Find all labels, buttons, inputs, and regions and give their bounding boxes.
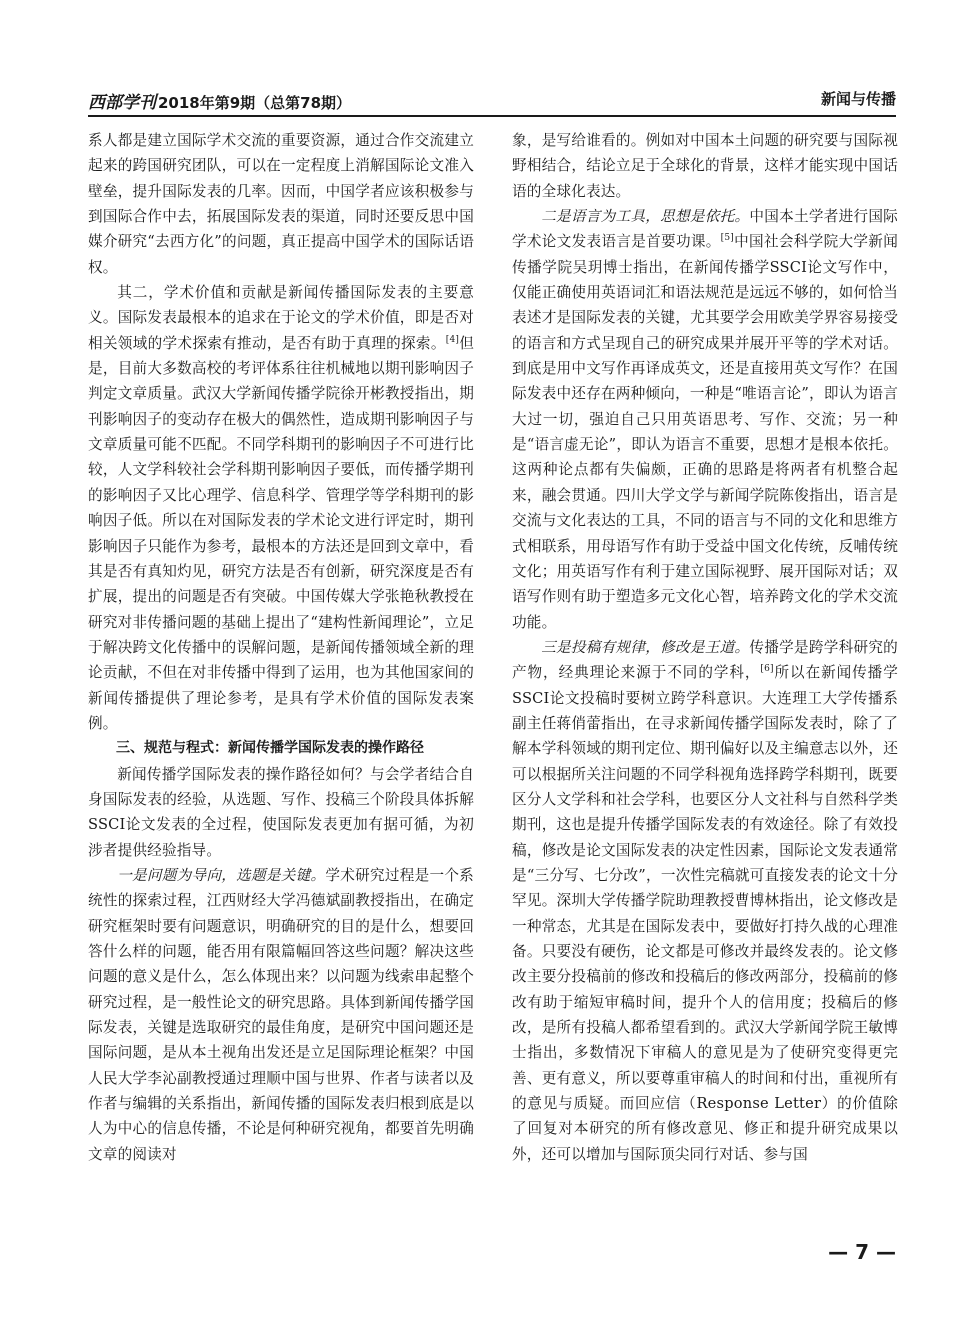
citation-ref: [4]	[445, 334, 460, 345]
paragraph-text: 中国社会科学院大学新闻传播学院吴玥博士指出，在新闻传播学SSCI论文写作中，仅能正确使用英语词汇和语法规范是远远不够的，如何恰当表述才是国际发表的关键，尤其要学会用欧美学界容易接受的语言和方式呈现自己的研究成果并展开平等的学术对话。到底是用中文写作再译成英文，还是直接用英文写作？在国际发表中还存在两种倾向，一种是“唯语言论”，即认为语言大过一切，强迫自己只用英语思考、写作、交流；另一种是“语言虚无论”，即认为语言不重要，思想才是根本依托。这两种论点都有失偏颇，正确的思路是将两者有机整合起来，融会贯通。四川大学文学与新闻学院陈俊指出，语言是交流与文化表达的工具，不同的语言与不同的文化和思维方式相联系，用母语写作有助于受益中国文化传统，反哺传统文化；用英语写作有利于建立国际视野、展开国际对话；双语写作则有助于塑造多元文化心智，培养跨文化的学术交流功能。	[512, 233, 898, 631]
page-number: — 7 —	[828, 1240, 896, 1264]
page-header	[88, 84, 896, 114]
paragraph	[512, 635, 898, 1167]
paragraph	[88, 863, 474, 1167]
paragraph-text: 学术研究过程是一个系统性的探索过程，江西财经大学冯德斌副教授指出，在确定研究框架时要有问题意识，明确研究的目的是什么，想要回答什么样的问题，能否用有限篇幅回答这些问题？解决这些问题的意义是什么，怎么体现出来？以问题为线索串起整个研究过程，是一般性论文的研究思路。具体到新闻传播学国际发表，关键是选取研究的最佳角度，是研究中国问题还是国际问题，是从本土视角出发还是立足国际理论框架？中国人民大学李沁副教授通过理顺中国与世界、作者与读者以及作者与编辑的关系指出，新闻传播的国际发表归根到底是以人为中心的信息传播，不论是何种研究视角，都要首先明确文章的阅读对	[88, 866, 474, 1163]
paragraph	[512, 204, 898, 635]
paragraph-text: 中国本土学者进行国际学术论文发表语言是首要功课。	[512, 208, 898, 251]
lead-phrase: 一是问题为导向，选题是关键。	[117, 866, 326, 884]
left-column	[88, 128, 474, 1258]
paragraph-text: 其二，学术价值和贡献是新闻传播国际发表的主要意义。国际发表最根本的追求在于论文的学术价值，即是否对相关领域的学术探索有推动，是否有助于真理的探索。	[88, 284, 474, 352]
lead-phrase: 三是投稿有规律，修改是王道。	[541, 638, 750, 656]
paragraph-text: 传播学是跨学科研究的产物，经典理论来源于不同的学科，	[512, 638, 898, 682]
issue-label: 2018年第9期（总第78期）	[158, 94, 352, 112]
section-label: 新闻与传播	[820, 90, 896, 108]
section-heading: 三、规范与程式：新闻传播学国际发表的操作路径	[116, 740, 424, 757]
paragraph	[88, 280, 474, 736]
journal-logo: 西部学刊	[88, 93, 156, 113]
header-divider	[88, 115, 896, 117]
paragraph: 系人都是建立国际学术交流的重要资源，通过合作交流建立起来的跨国研究团队，可以在一定程度上消解国际论文准入壁垒，提升国际发表的几率。因而，中国学者应该积极参与到国际合作中去，拓展国际发表的渠道，同时还要反思中国媒介研究“去西方化”的问题，真正提高中国学术的国际话语权。	[88, 132, 474, 276]
lead-phrase: 二是语言为工具，思想是依托。	[541, 208, 750, 226]
paragraph-text: 但是，目前大多数高校的考评体系往往机械地以期刊影响因子判定文章质量。武汉大学新闻传播学院徐开彬教授指出，期刊影响因子的变动存在极大的偶然性，造成期刊影响因子与文章质量可能不匹配。不同学科期刊的影响因子不可进行比较，人文学科较社会学科期刊影响因子要低，而传播学期刊的影响因子又比心理学、信息科学、管理学等学科期刊的影响因子低。所以在对国际发表的学术论文进行评定时，期刊影响因子只能作为参考，最根本的方法还是回到文章中，看其是否有真知灼见，研究方法是否有创新，研究深度是否有扩展，提出的问题是否有突破。中国传媒大学张艳秋教授在研究对非传播问题的基础上提出了“建构性新闻理论”，立足于解决跨文化传播中的误解问题，是新闻传播领域全新的理论贡献，不但在对非传播中得到了运用，也为其他国家间的新闻传播提供了理论参考，是具有学术价值的国际发表案例。	[88, 334, 474, 732]
citation-ref: [6]	[760, 664, 774, 675]
paragraph: 新闻传播学国际发表的操作路径如何？与会学者结合自身国际发表的经验，从选题、写作、投稿三个阶段具体拆解SSCI论文发表的全过程，使国际发表更加有据可循，为初涉者提供经验指导。	[88, 765, 474, 859]
journal-issue-info	[88, 88, 351, 113]
citation-ref: [5]	[720, 233, 735, 244]
paragraph-text: 所以在新闻传播学SSCI论文投稿时要树立跨学科意识。大连理工大学传播系副主任蒋俏蕾指出，在寻求新闻传播学国际发表时，除了了解本学科领域的期刊定位、期刊偏好以及主编意志以外，还可以根据所关注问题的不同学科视角选择跨学科期刊，既要区分人文学科和社会学科，也要区分人文社科与自然科学类期刊，这也是提升传播学国际发表的有效途径。除了有效投稿，修改是论文国际发表的决定性因素，国际论文发表通常是“三分写、七分改”，一次性完稿就可直接发表的论文十分罕见。深圳大学传播学院助理教授曹博林指出，论文修改是一种常态，尤其是在国际发表中，要做好打持久战的心理准备。只要没有硬伤，论文都是可修改并最终发表的。论文修改主要分投稿前的修改和投稿后的修改两部分，投稿前的修改有助于缩短审稿时间，提升个人的信用度；投稿后的修改，是所有投稿人都希望看到的。武汉大学新闻学院王敏博士指出，多数情况下审稿人的意见是为了使研究变得更完善、更有意义，所以要尊重审稿人的时间和付出，重视所有的意见与质疑。而回应信（Response Letter）的价值除了回复对本研究的所有修改意见、修正和提升研究成果以外，还可以增加与国际顶尖同行对话、参与国	[512, 664, 898, 1163]
paragraph: 象，是写给谁看的。例如对中国本土问题的研究要与国际视野相结合，结论立足于全球化的背景，这样才能实现中国话语的全球化表达。	[512, 132, 898, 200]
right-column	[512, 128, 898, 1258]
